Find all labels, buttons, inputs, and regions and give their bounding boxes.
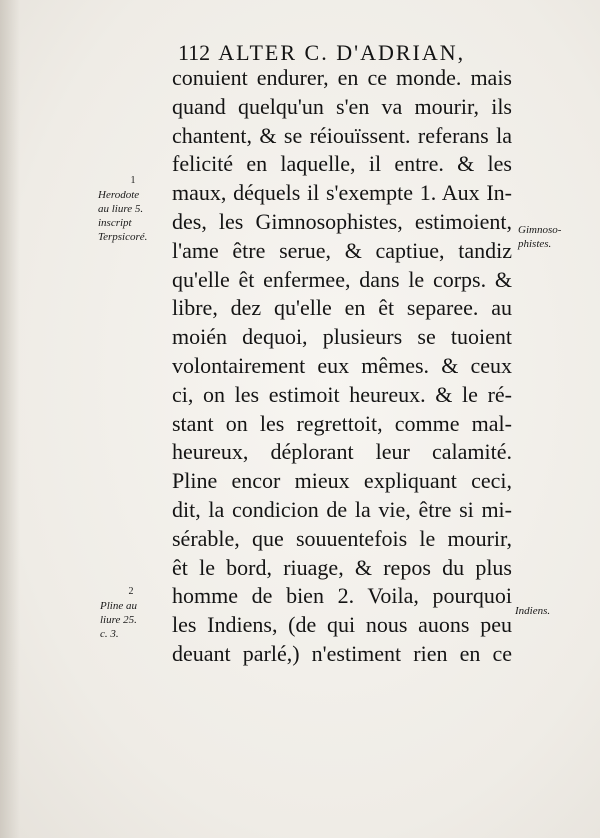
text-line: maux, déquels il s'exempte 1. Aux In- bbox=[172, 180, 512, 206]
margin-note-herodote bbox=[98, 174, 168, 244]
page-number: 112 bbox=[178, 40, 211, 65]
text-line: chantent, & se réiouïssent. referans la bbox=[172, 122, 512, 148]
body-text bbox=[172, 64, 512, 669]
margin-note-gimnosophistes bbox=[518, 223, 578, 251]
note-line: c. 3. bbox=[100, 628, 119, 640]
note-line: au liure 5. bbox=[98, 203, 144, 215]
text-line: sérable, que souuentefois le mourir, bbox=[172, 525, 512, 551]
note-line: phistes. bbox=[518, 238, 552, 250]
note-line: Herodote bbox=[98, 189, 140, 201]
margin-note-pline bbox=[100, 585, 162, 641]
text-line: felicité en laquelle, il entre. & les bbox=[172, 151, 512, 177]
note-line: inscript bbox=[98, 217, 132, 229]
bleed-through-text bbox=[522, 90, 592, 106]
note-line: liure 25. bbox=[100, 614, 137, 626]
note-reference-mark: 1 bbox=[130, 175, 136, 186]
text-line: volontairement eux mêmes. & ceux bbox=[172, 352, 512, 378]
text-line: des, les Gimnosophistes, estimoient, bbox=[172, 208, 512, 234]
text-line: l'ame être serue, & captiue, tandiz bbox=[172, 237, 512, 263]
note-line: Indiens. bbox=[515, 605, 551, 617]
text-line: stant on les regrettoit, comme mal- bbox=[172, 410, 512, 436]
text-line: conuient endurer, en ce monde. mais bbox=[172, 65, 512, 90]
margin-note-indiens bbox=[515, 604, 585, 618]
text-line: qu'elle êt enfermee, dans le corps. & bbox=[172, 266, 512, 292]
note-line: Pline au bbox=[100, 600, 137, 612]
text-line: quand quelqu'un s'en va mourir, ils bbox=[172, 93, 512, 119]
text-line: Pline encor mieux expliquant ceci, bbox=[172, 468, 512, 494]
text-line: ci, on les estimoit heureux. & le ré- bbox=[172, 381, 512, 407]
text-line: deuant parlé,) n'estiment rien en ce bbox=[172, 640, 512, 666]
note-line: Terpsicoré. bbox=[98, 231, 148, 243]
note-line: Gimnoso- bbox=[518, 224, 562, 236]
text-line: heureux, déplorant leur calamité. bbox=[172, 439, 512, 465]
note-reference-mark: 2 bbox=[128, 586, 134, 597]
running-title: ALTER C. D'ADRIAN, bbox=[218, 40, 466, 65]
text-line: les Indiens, (de qui nous auons peu bbox=[172, 612, 512, 638]
text-line: dit, la condicion de la vie, être si mi- bbox=[172, 496, 512, 522]
text-line: libre, dez qu'elle en êt separee. au bbox=[172, 295, 512, 321]
text-line: homme de bien 2. Voila, pourquoi bbox=[172, 583, 512, 609]
text-line: moién dequoi, plusieurs se tuoient bbox=[172, 324, 512, 350]
page-gutter-shadow bbox=[0, 0, 20, 838]
text-line: êt le bord, riuage, & repos du plus bbox=[172, 554, 512, 580]
